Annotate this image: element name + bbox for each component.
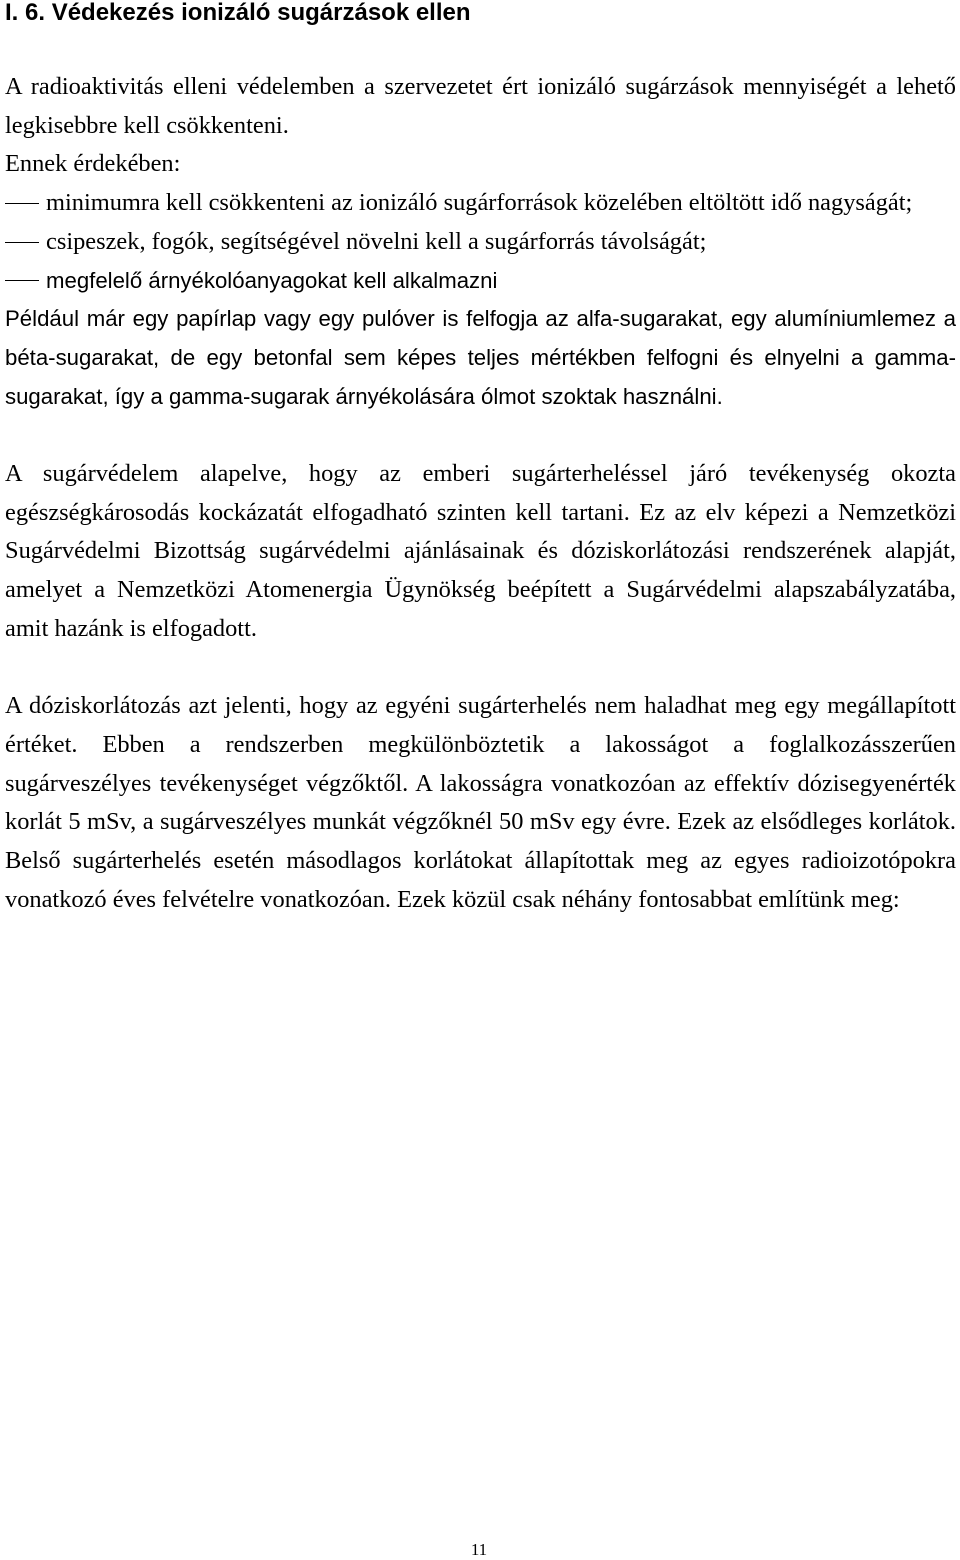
principle-paragraph xyxy=(5,455,956,649)
example-text: Például már egy papírlap vagy egy pulóver is felfogja az alfa-sugarakat, egy alumíniumlemez a béta-sugarakat, de egy betonfal sem képes teljes mértékben felfogni és elnyelni a gamma-sugarakat, így a gamma-sugarak árnyékolására ólmot szoktak használni. xyxy=(5,306,956,409)
measure-item-2 xyxy=(5,223,956,262)
measure-item-text: megfelelő árnyékolóanyagokat kell alkalmazni xyxy=(46,267,498,293)
dose-limit-paragraph xyxy=(5,687,956,919)
intro-lead-in: Ennek érdekében: xyxy=(5,150,181,178)
page-number-text: 11 xyxy=(470,1540,488,1559)
dose-limit-text: A dóziskorlátozás azt jelenti, hogy az egyéni sugárterhelés nem haladhat meg egy megállapított értéket. Ebben a rendszerben megkülönböztetik a lakosságot a foglalkozásszerűen sugárveszélyes tevékenységet végzőktől. A lakosságra vonatkozóan az effektív dózisegyenérték korlát 5 mSv, a sugárveszélyes munkát végzőknél 50 mSv egy évre. Ezek az elsődleges korlátok. Belső sugárterhelés esetén másodlagos korlátokat állapítottak meg az egyes radioizotópokra vonatkozó éves felvételre vonatkozóan. Ezek közül csak néhány fontosabbat említünk meg: xyxy=(5,692,956,913)
section-heading: I. 6. Védekezés ionizáló sugárzások ellen xyxy=(5,0,471,26)
principle-text: A sugárvédelem alapelve, hogy az emberi sugárterheléssel járó tevékenység okozta egészségkárosodás kockázatát elfogadható szinten kell tartani. Ez az elv képezi a Nemzetközi Sugárvédelmi Bizottság sugárvédelmi ajánlásainak és dóziskorlátozási rendszerének alapját, amelyet a Nemzetközi Atomenergia Ügynökség beépített a Sugárvédelmi alapszabályzatába, amit hazánk is elfogadott. xyxy=(5,460,956,642)
measure-item-text: minimumra kell csökkenteni az ionizáló sugárforrások közelében eltöltött idő nagyságát; xyxy=(46,189,913,217)
intro-paragraph xyxy=(5,68,956,145)
em-dash-icon xyxy=(5,280,39,281)
page-number xyxy=(0,1540,960,1560)
document-body xyxy=(5,68,956,919)
intro-text: A radioaktivitás elleni védelemben a szervezetet ért ionizáló sugárzások mennyiségét a lehető legkisebbre kell csökkenteni. xyxy=(5,73,956,139)
em-dash-icon xyxy=(5,203,39,204)
measure-item-3 xyxy=(5,262,956,301)
em-dash-icon xyxy=(5,242,39,243)
measure-item-1 xyxy=(5,184,956,223)
example-paragraph xyxy=(5,300,956,416)
measure-item-text: csipeszek, fogók, segítségével növelni kell a sugárforrás távolságát; xyxy=(46,227,707,255)
